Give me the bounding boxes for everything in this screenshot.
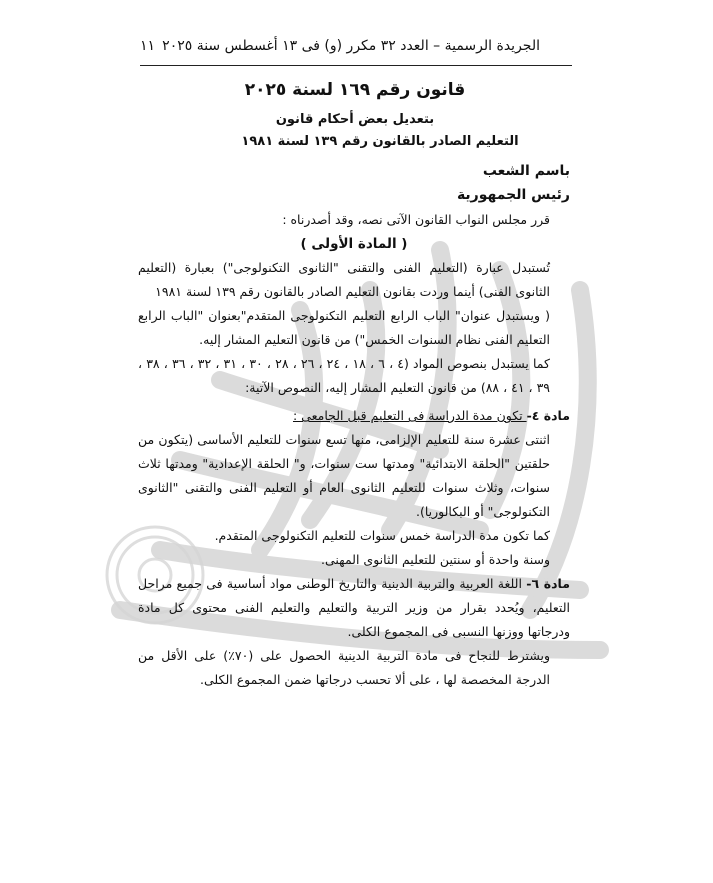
article4-paragraph-1: اثنتى عشرة سنة للتعليم الإلزامى، منها تسع سنوات للتعليم الأساسى (يتكون من حلقتين "الحلقة الابتدائية" ومدتها ست سنوات، و" الحلقة الإعدادية" ومدتها ثلاث سنوات، وثلاث سنوات للتعليم الثانوى العام أو التعليم الفنى والتقنى "الثانوى التكنولوجى" أو البكالوريا). xyxy=(138,432,550,519)
article-heading: ( المادة الأولى ) xyxy=(300,236,408,252)
article4-intro-text: تكون مدة الدراسة فى التعليم قبل الجامعى : xyxy=(292,408,527,423)
article6-paragraph-1 xyxy=(138,572,570,644)
article4-paragraph-2: كما تكون مدة الدراسة خمس سنوات للتعليم التكنولوجى المتقدم. xyxy=(214,528,550,543)
article4-intro xyxy=(138,404,570,428)
name-of-people: باسم الشعب xyxy=(482,163,570,179)
law-subtitle: بتعديل بعض أحكام قانون xyxy=(275,112,435,127)
law-subtitle-2: التعليم الصادر بالقانون رقم ١٣٩ لسنة ١٩٨١ xyxy=(241,134,519,149)
decree-line: قرر مجلس النواب القانون الآتى نصه، وقد أصدرناه : xyxy=(282,212,550,227)
article6-label: مادة ٦- xyxy=(526,576,570,591)
article6-text: اللغة العربية والتربية الدينية والتاريخ الوطنى مواد أساسية فى جميع مراحل التعليم، ويُحدد بقرار من وزير التربية والتعليم والتعليم الفنى محتوى كل مادة ودرجاتها ووزنها النسبى فى المجموع الكلى. xyxy=(138,576,570,639)
article6-paragraph-2: ويشترط للنجاح فى مادة التربية الدينية الحصول على (٧٠٪) على الأقل من الدرجة المخصصة لها ، على ألا تحسب درجاتها ضمن المجموع الكلى. xyxy=(138,648,550,687)
page-header xyxy=(140,38,540,54)
article4-label: مادة ٤- xyxy=(526,408,570,423)
article1-paragraph-1: تُستبدل عبارة (التعليم الفنى والتقنى "الثانوى التكنولوجى") بعبارة (التعليم الثانوى الفنى) أينما وردت بقانون التعليم الصادر بالقانون رقم ١٣٩ لسنة ١٩٨١ xyxy=(138,260,550,299)
document-body xyxy=(138,208,570,692)
page-number: ١١ xyxy=(140,38,156,54)
article1-paragraph-3: كما يستبدل بنصوص المواد (٤ ، ٦ ، ١٨ ، ٢٤ ، ٢٦ ، ٢٨ ، ٣٠ ، ٣١ ، ٣٢ ، ٣٦ ، ٣٨ ، ٣٩ ، ٤١ ، ٨٨) من قانون التعليم المشار إليه، النصوص الآتية: xyxy=(138,356,550,395)
header-divider xyxy=(140,65,572,66)
article1-paragraph-2: ( ويستبدل عنوان" الباب الرابع التعليم التكنولوجى المتقدم"بعنوان "الباب الرابع التعليم الفنى نظام السنوات الخمس") من قانون التعليم المشار إليه. xyxy=(138,308,550,347)
president-heading: رئيس الجمهورية xyxy=(456,187,570,203)
header-title: الجريدة الرسمية – العدد ٣٢ مكرر (و) فى ١٣ أغسطس سنة ٢٠٢٥ xyxy=(162,38,540,54)
article4-paragraph-3: وسنة واحدة أو سنتين للتعليم الثانوى المهنى. xyxy=(321,552,550,567)
law-title: قانون رقم ١٦٩ لسنة ٢٠٢٥ xyxy=(244,80,466,100)
